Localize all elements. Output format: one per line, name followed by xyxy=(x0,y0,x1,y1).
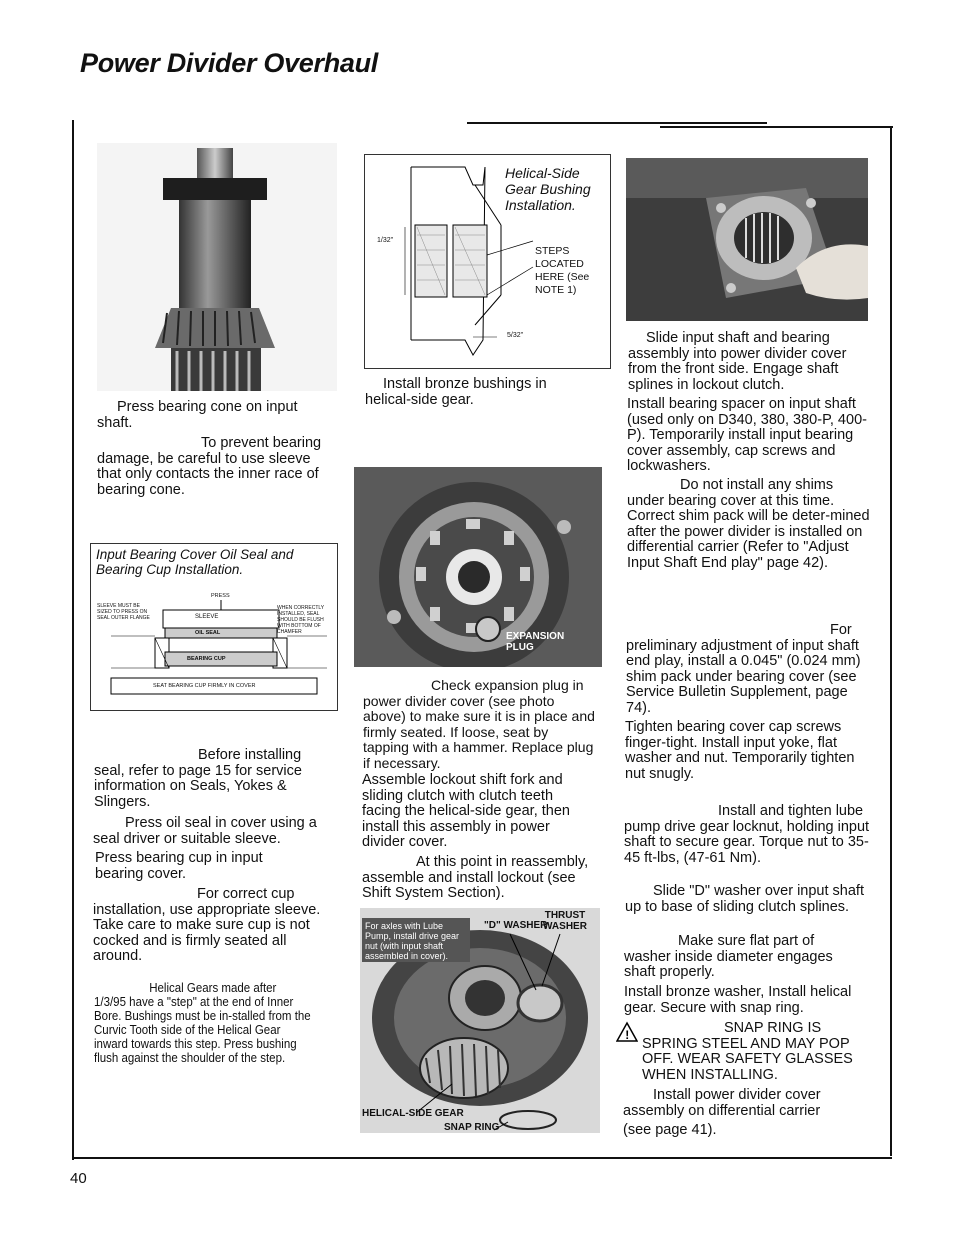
col2-install-lockout: At this point in reassembly, assemble and install lockout (see Shift System Section). xyxy=(362,854,589,901)
col1-caution-sleeve: To prevent bearing damage, be careful to use sleeve that only contacts the inner race of bearing cone. xyxy=(97,435,322,498)
bearing-cone-press-photo xyxy=(97,143,337,391)
input-shaft-installation-photo xyxy=(626,158,868,321)
diagram-title: Input Bearing Cover Oil Seal and Bearing Cup Installation. xyxy=(96,547,294,577)
col3-note-no-shims: Do not install any shims under bearing cover at this time. Correct shim pack will be deter-mined after the power divider is installed on differential carrier (Refer to "Adjust Input Shaft End play" page 42). xyxy=(627,477,870,571)
col3-install-helical-gear: Install bronze washer, Install helical gear. Secure with snap ring. xyxy=(624,984,852,1016)
frame-left-rule xyxy=(72,120,74,1160)
steps-located-note: STEPS LOCATED HERE (See NOTE 1) xyxy=(535,245,590,296)
diagram-label-seat: SEAT BEARING CUP FIRMLY IN COVER xyxy=(153,683,256,689)
col3-snap-ring-warning: SNAP RING IS SPRING STEEL AND MAY POP OFF. WEAR SAFETY GLASSES WHEN INSTALLING. xyxy=(642,1020,853,1083)
bushing-diagram-title: Helical-Side Gear Bushing Installation. xyxy=(505,165,591,213)
col3-see-page-41: (see page 41). xyxy=(623,1122,717,1138)
col1-step-press-cup: Press bearing cup in input bearing cover. xyxy=(95,850,263,882)
diagram-label-oil-seal: OIL SEAL xyxy=(195,630,221,636)
page-title: Power Divider Overhaul xyxy=(80,48,379,78)
diagram-label-press: PRESS xyxy=(211,593,230,599)
expansion-plug-label: EXPANSION PLUG xyxy=(506,631,565,653)
dim-1-32: 1/32" xyxy=(377,237,394,244)
label-helical-side-gear: HELICAL-SIDE GEAR xyxy=(362,1108,464,1119)
col3-washer-flat-part: Make sure flat part of washer inside diameter engages shaft properly. xyxy=(624,933,833,980)
col3-slide-d-washer: Slide "D" washer over input shaft up to base of sliding clutch splines. xyxy=(625,883,864,915)
col1-step-press-cone: Press bearing cone on input shaft. xyxy=(97,399,298,431)
col2-step-bushings: Install bronze bushings in helical-side gear. xyxy=(365,376,547,408)
col1-caution-cup: For correct cup installation, use appropriate sleeve. Take care to make sure cup is not cocked and is firmly seated all around. xyxy=(93,886,321,964)
svg-text:!: ! xyxy=(625,1028,630,1042)
col1-step-press-seal: Press oil seal in cover using a seal driver or suitable sleeve. xyxy=(93,815,317,847)
col1-note-seals: Before installing seal, refer to page 15 for service information on Seals, Yokes & Slingers. xyxy=(94,747,302,810)
frame-bottom-rule xyxy=(72,1157,892,1159)
col3-tighten-cap-screws: Tighten bearing cover cap screws finger-tight. Install input yoke, flat washer and nut. Temporarily tighten nut snugly. xyxy=(625,719,855,782)
col3-slide-input-shaft: Slide input shaft and bearing assembly into power divider cover from the front side. Engage shaft splines in lockout clutch. xyxy=(628,330,847,393)
input-shaft-illustration xyxy=(626,158,868,321)
label-d-washer: "D" WASHER xyxy=(484,920,548,931)
frame-right-rule xyxy=(890,126,892,1156)
dim-5-32: 5/32" xyxy=(507,332,524,339)
top-rule xyxy=(467,122,767,124)
col2-assemble-lockout-fork: Assemble lockout shift fork and sliding clutch with clutch teeth facing the helical-side gear, then install this assembly in power divider cover. xyxy=(362,772,570,850)
col2-check-expansion-plug: Check expansion plug in power divider cover (see photo above) to make sure it is in place and firmly seated. If loose, seat by tapping with a hammer. Replace plug if necessary. xyxy=(363,677,595,771)
helical-gear-assembly-photo xyxy=(360,908,600,1133)
top-rule-right xyxy=(660,126,893,128)
bearing-press-illustration xyxy=(97,143,337,391)
diagram-label-sleeve: SLEEVE xyxy=(195,614,219,620)
diagram-label-bearing-cup: BEARING CUP xyxy=(187,656,226,662)
col3-install-bearing-spacer: Install bearing spacer on input shaft (used only on D340, 380, 380-P, 400-P). Temporarily install input bearing cover assembly, cap screws and lockwashers. xyxy=(627,396,867,474)
expansion-plug-photo xyxy=(354,467,602,667)
lube-pump-note: For axles with Lube Pump, install drive gear nut (with input shaft assembled in cover). xyxy=(365,921,460,961)
col3-lube-pump-locknut: Install and tighten lube pump drive gear locknut, holding input shaft to secure gear. Torque nut to 35-45 ft-lbs, (47-61 Nm). xyxy=(624,803,870,866)
oil-seal-bearing-cup-diagram xyxy=(90,543,338,711)
bushing-installation-diagram xyxy=(364,154,611,369)
diagram-note-right: WHEN CORRECTLY INSTALLED, SEAL SHOULD BE FLUSH WITH BOTTOM OF CHAMFER xyxy=(277,605,325,635)
col1-note-helical-step: Helical Gears made after 1/3/95 have a "step" at the end of Inner Bore. Bushings must be in-stalled from the Curvic Tooth side of the Helical Gear inward towards this step. Press bushing flush against the shoulder of the step. xyxy=(94,981,311,1065)
col3-install-cover: Install power divider cover assembly on differential carrier xyxy=(623,1087,821,1119)
label-snap-ring: SNAP RING xyxy=(444,1122,500,1133)
page-number: 40 xyxy=(70,1170,87,1187)
col3-preliminary-adjustment: For preliminary adjustment of input shaft end play, install a 0.045" (0.024 mm) shim pack under bearing cover (see Service Bulletin Supplement, page 74). xyxy=(626,622,861,716)
label-thrust-washer: THRUST WASHER xyxy=(543,910,587,932)
diagram-note-left: SLEEVE MUST BE SIZED TO PRESS ON SEAL OUTER FLANGE xyxy=(97,603,150,621)
warning-icon xyxy=(616,1021,638,1043)
